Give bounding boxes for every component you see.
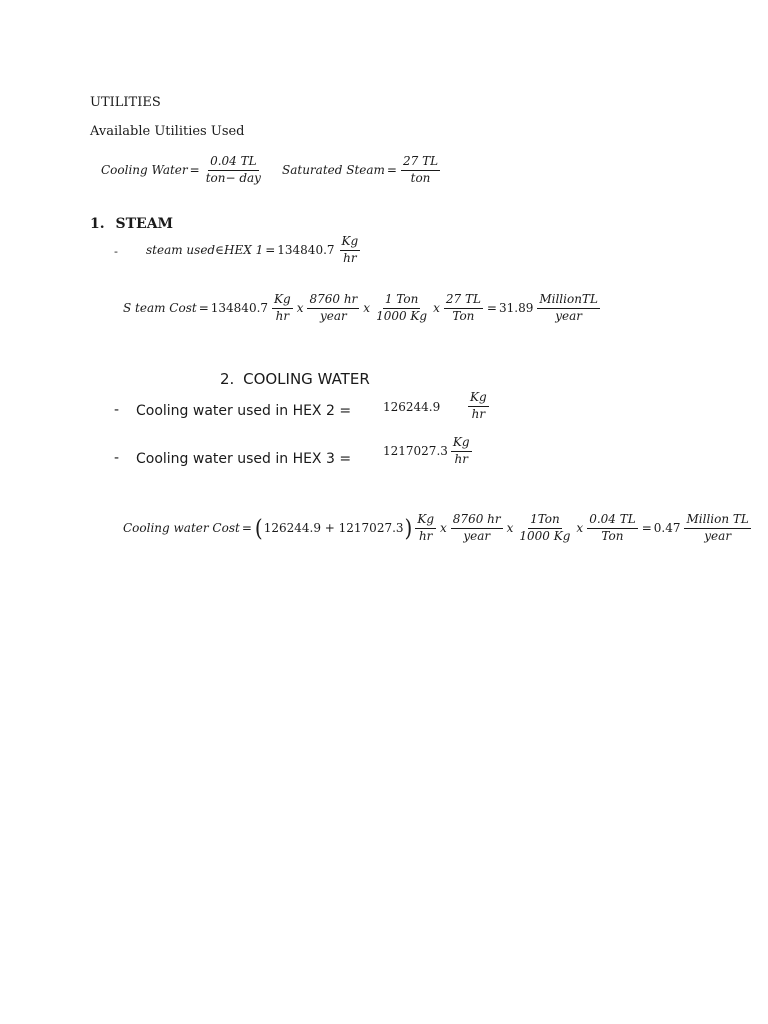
steam-cost-term	[444, 293, 483, 324]
steam-price-fraction	[401, 155, 440, 186]
cooling-water-cost-equation	[123, 513, 753, 544]
close-paren: )	[404, 514, 413, 543]
fraction-denominator: hr	[418, 528, 433, 543]
times-sign: x	[506, 521, 514, 536]
fraction-denominator: ton	[410, 170, 431, 185]
steam-used-unit	[340, 235, 361, 266]
fraction-numerator: Kg	[451, 436, 472, 452]
steam-label: Saturated Steam	[282, 163, 385, 178]
times-sign: x	[576, 521, 584, 536]
fraction-numerator: 0.04 TL	[208, 155, 259, 171]
cooling-water-sum: 126244.9 + 1217027.3	[263, 521, 404, 536]
bullet: -	[114, 245, 118, 258]
equals-sign: =	[641, 521, 652, 536]
cooling-water-cost-term	[415, 513, 436, 544]
hex2-unit-fraction	[468, 391, 489, 422]
cooling-water-price-equation	[101, 155, 265, 186]
fraction-denominator: hr	[454, 451, 468, 466]
steam-cost-result-unit	[537, 293, 600, 324]
steam-used-label: steam used∈HEX 1	[146, 243, 264, 258]
steam-cost-term	[272, 293, 293, 324]
fraction-denominator: year	[555, 308, 583, 323]
fraction-denominator: year	[319, 308, 347, 323]
steam-cost-equation	[123, 293, 602, 324]
section-title: COOLING WATER	[243, 370, 370, 388]
section-number: 2.	[220, 370, 235, 388]
cooling-water-cost-result: 0.47	[653, 521, 681, 536]
cooling-water-cost-term	[587, 513, 638, 544]
steam-cost-term	[307, 293, 359, 324]
subheading: Available Utilities Used	[90, 124, 245, 139]
fraction-denominator: year	[704, 528, 732, 543]
times-sign: x	[440, 521, 447, 536]
fraction-denominator: ton− day	[205, 170, 261, 185]
bullet: -	[114, 450, 120, 466]
page-title: UTILITIES	[90, 95, 161, 110]
equals-sign: =	[241, 521, 252, 536]
hex3-value: 1217027.3	[383, 444, 448, 459]
equals-sign: =	[189, 163, 200, 178]
steam-cost-label: S team Cost	[123, 301, 197, 316]
fraction-numerator: 1Ton	[528, 513, 562, 529]
open-paren: (	[254, 514, 263, 543]
fraction-numerator: Million TL	[684, 513, 750, 529]
fraction-numerator: 1 Ton	[383, 293, 420, 309]
section-number: 1.	[90, 216, 105, 232]
fraction-numerator: 0.04 TL	[587, 513, 638, 529]
hex2-value: 126244.9	[383, 400, 441, 414]
steam-cost-lead-value: 134840.7	[210, 301, 269, 316]
times-sign: x	[363, 301, 371, 316]
fraction-denominator: Ton	[601, 528, 624, 543]
hex2-label: Cooling water used in HEX 2 =	[136, 403, 352, 419]
steam-used-equation	[146, 235, 362, 266]
fraction-numerator: Kg	[468, 391, 489, 407]
equals-sign: =	[486, 301, 497, 316]
equals-sign: =	[265, 243, 276, 258]
cooling-water-cost-result-unit	[684, 513, 750, 544]
equals-sign: =	[386, 163, 397, 178]
hex2-unit	[466, 390, 491, 422]
fraction-denominator: Ton	[452, 308, 475, 323]
hex3-unit-fraction	[451, 436, 472, 467]
steam-cost-result: 31.89	[498, 301, 534, 316]
times-sign: x	[296, 301, 304, 316]
cooling-water-price-fraction	[204, 155, 263, 186]
fraction-denominator: hr	[471, 406, 486, 421]
steam-price-equation	[282, 155, 442, 186]
steam-used-value: 134840.7	[277, 243, 335, 258]
fraction-denominator: 1000 Kg	[519, 528, 571, 543]
fraction-numerator: 8760 hr	[307, 293, 359, 309]
cooling-water-label: Cooling Water	[101, 163, 188, 178]
times-sign: x	[433, 301, 440, 316]
fraction-numerator: Kg	[340, 235, 361, 251]
cooling-water-cost-term	[451, 513, 503, 544]
fraction-numerator: 27 TL	[401, 155, 440, 171]
section-title: STEAM	[115, 216, 174, 232]
section-heading-steam	[90, 216, 173, 232]
fraction-denominator: hr	[275, 308, 290, 323]
cooling-water-cost-term	[517, 513, 572, 544]
fraction-numerator: MillionTL	[537, 293, 600, 309]
steam-cost-term	[374, 293, 429, 324]
hex3-label: Cooling water used in HEX 3 =	[136, 451, 352, 467]
fraction-numerator: 27 TL	[444, 293, 483, 309]
fraction-denominator: 1000 Kg	[376, 308, 428, 323]
fraction-numerator: 8760 hr	[451, 513, 503, 529]
section-heading-cooling-water	[220, 370, 370, 388]
cooling-water-cost-label: Cooling water Cost	[123, 521, 240, 536]
fraction-numerator: Kg	[415, 513, 436, 529]
fraction-denominator: year	[463, 528, 491, 543]
fraction-numerator: Kg	[272, 293, 293, 309]
fraction-denominator: hr	[343, 250, 357, 265]
hex3-value-equation	[383, 436, 474, 467]
bullet: -	[114, 402, 120, 418]
equals-sign: =	[198, 301, 209, 316]
